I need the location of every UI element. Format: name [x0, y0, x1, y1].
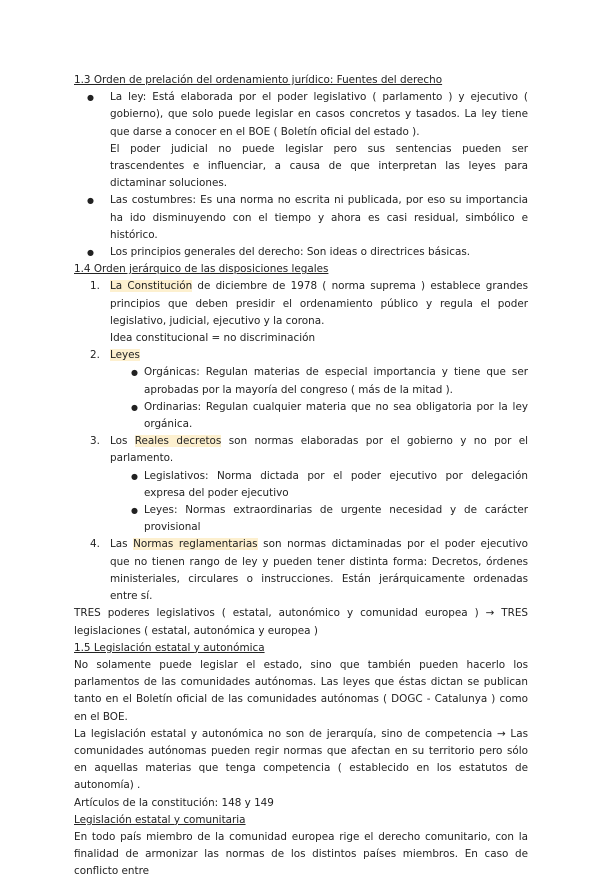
sub-bullet-legislativos: ● Legislativos: Norma dictada por el poder ejecutivo por delegación expresa del poder ejecutivo	[74, 468, 528, 502]
bullet-costumbres: ● Las costumbres: Es una norma no escrita ni publicada, por eso su importancia ha ido disminuyendo con el tiempo y ahora es casi residual, simbólico e histórico.	[74, 192, 528, 244]
highlight-constitucion: La Constitución	[110, 280, 193, 293]
item-text: de diciembre de 1978 ( norma suprema ) establece grandes principios que deben presidir el ordenamiento público y regula el poder legislativo, judicial, ejecutivo y la corona.	[110, 280, 528, 327]
section-heading-1-4: 1.4 Orden jerárquico de las disposiciones legales	[74, 263, 329, 276]
sub-bullet-ordinarias: ● Ordinarias: Regulan cualquier materia que no sea obligatoria por la ley orgánica.	[74, 399, 528, 433]
item-note: Idea constitucional = no discriminación	[110, 332, 316, 345]
highlight-leyes: Leyes	[110, 349, 140, 362]
bullet-la-ley	[74, 89, 528, 192]
numbered-item-4	[74, 536, 528, 605]
section-heading-1-5: 1.5 Legislación estatal y autonómica	[74, 641, 265, 654]
highlight-reales-decretos: Reales decretos	[134, 435, 222, 448]
section-heading-estatal-comunitaria: Legislación estatal y comunitaria	[74, 813, 246, 826]
numbered-item-2	[74, 347, 528, 364]
item-number: 3.	[90, 435, 100, 448]
item-number: 1.	[90, 280, 100, 293]
item-number: 4.	[90, 538, 100, 551]
section-heading-1-3: 1.3 Orden de prelación del ordenamiento jurídico: Fuentes del derecho	[74, 74, 443, 86]
item-number: 2.	[90, 349, 100, 362]
bullet-principios: ● Los principios generales del derecho: Son ideas o directrices básicas.	[74, 244, 528, 261]
item-text: son normas dictaminadas por el poder ejecutivo que no tienen rango de ley y pueden tener distinta forma: Decretos, órdenes ministeriales, circulares o instrucciones. Están jerárquicamente ordenadas entre sí.	[110, 538, 528, 603]
item-text-pre: Las	[110, 538, 134, 551]
paragraph-1-5-b: La legislación estatal y autonómica no son de jerarquía, sino de competencia → Las comunidades autónomas pueden regir normas que afectan en su territorio pero sólo en aquellas materias que tenga competencia ( establecido en los estatutos de autonomía) .	[74, 727, 528, 792]
item-text-pre: Los	[110, 435, 135, 448]
paragraph-comunitaria: En todo país miembro de la comunidad europea rige el derecho comunitario, con la finalidad de armonizar las normas de los distintos países miembros. En caso de conflicto entre	[74, 830, 528, 878]
sub-bullet-leyes: ● Leyes: Normas extraordinarias de urgente necesidad y de carácter provisional	[74, 502, 528, 536]
document-page	[74, 72, 528, 881]
paragraph-1-5-a: No solamente puede legislar el estado, sino que también pueden hacerlo los parlamentos de las comunidades autónomas. Las leyes que éstas dictan se publican tanto en el Boletín oficial de las comunidades autónomas ( DOGC - Catalunya ) como en el BOE.	[74, 658, 528, 723]
paragraph-tres-poderes: TRES poderes legislativos ( estatal, autonómico y comunidad europea ) → TRES legislaciones ( estatal, autonómica y europea )	[74, 607, 528, 637]
numbered-item-3	[74, 433, 528, 467]
highlight-normas-reglamentarias: Normas reglamentarias	[133, 538, 258, 551]
paragraph-articulos: Artículos de la constitución: 148 y 149	[74, 796, 274, 809]
item-text: son normas elaboradas por el gobierno y no por el parlamento.	[110, 435, 528, 465]
bullet-text: La ley: Está elaborada por el poder legislativo ( parlamento ) y ejecutivo ( gobierno), que solo puede legislar en casos concretos y tasados. La ley tiene que darse a conocer en el BOE ( Boletín oficial del estado ).	[110, 91, 528, 138]
sub-bullet-organicas: ● Orgánicas: Regulan materias de especial importancia y tiene que ser aprobadas por la mayoría del congreso ( más de la mitad ).	[74, 364, 528, 398]
numbered-item-1	[74, 278, 528, 347]
bullet-note: El poder judicial no puede legislar pero sus sentencias pueden ser trascendentes e influenciar, a causa de que interpretan las leyes para dictaminar soluciones.	[110, 142, 528, 190]
